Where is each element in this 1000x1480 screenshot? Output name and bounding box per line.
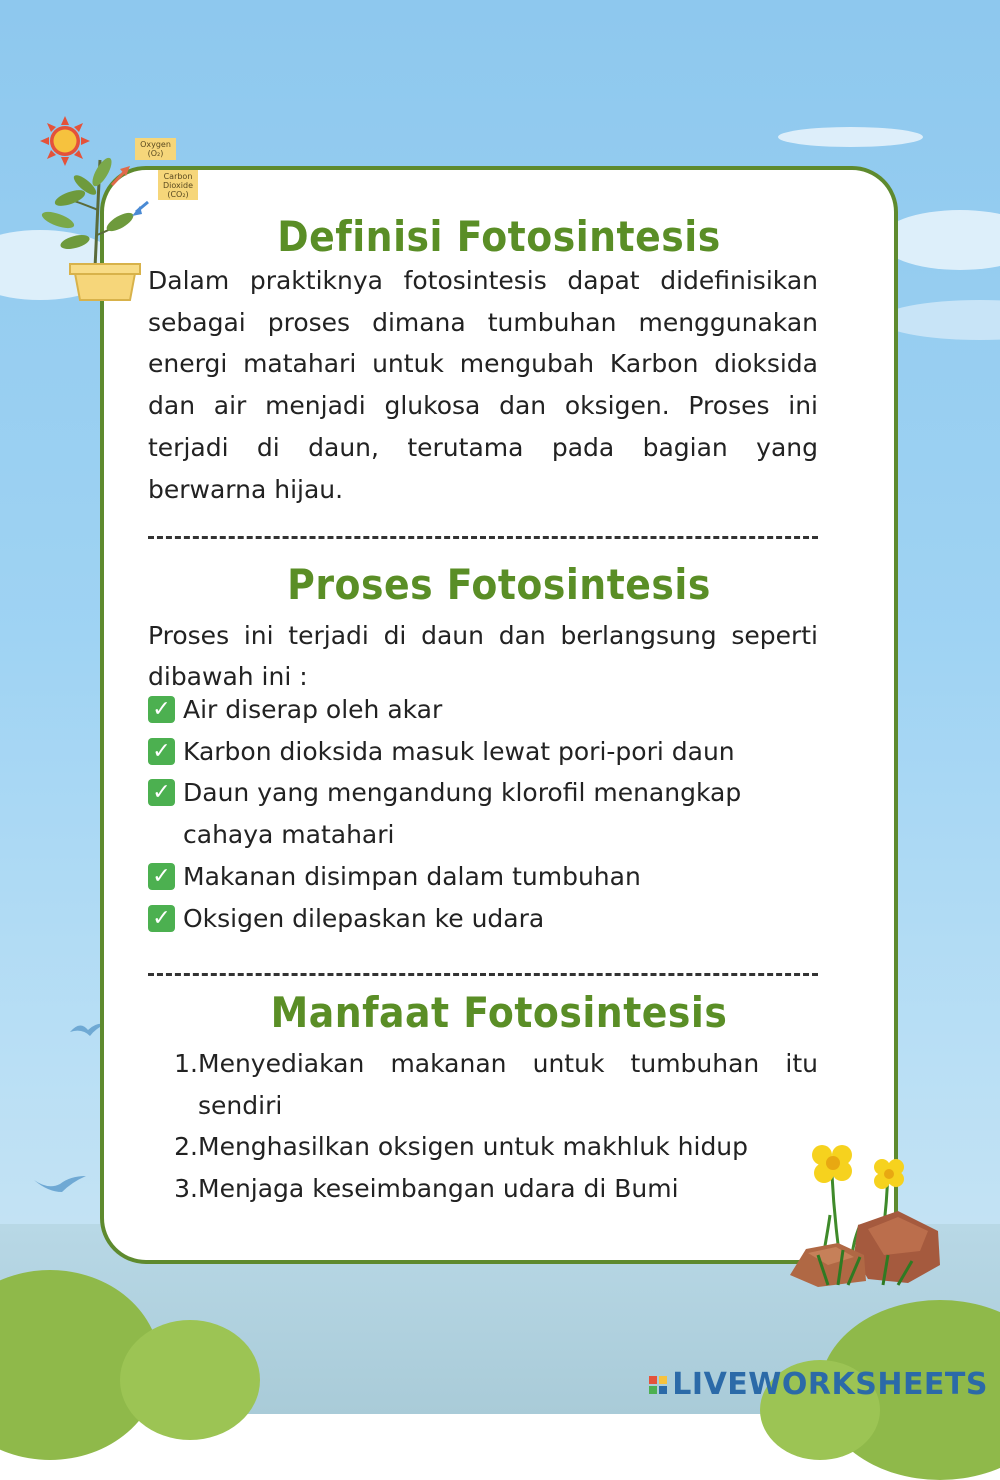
list-item: [148, 772, 818, 855]
list-item-text: Karbon dioksida masuk lewat pori-pori daun: [183, 736, 735, 766]
list-item-text: Makanan disimpan dalam tumbuhan: [183, 861, 641, 891]
brand-name: LIVEWORKSHEETS: [672, 1367, 988, 1402]
section-divider: [148, 973, 818, 976]
section-divider: [148, 536, 818, 539]
check-icon: ✓: [148, 863, 175, 890]
list-item: [148, 689, 818, 731]
definisi-title: Definisi Fotosintesis: [277, 212, 721, 261]
proses-title: Proses Fotosintesis: [287, 560, 711, 609]
check-icon: ✓: [148, 779, 175, 806]
oxygen-label: Oxygen (O₂): [135, 138, 176, 160]
proses-intro: Proses ini terjadi di daun dan berlangsung seperti dibawah ini :: [148, 621, 818, 691]
list-item: [148, 898, 818, 940]
list-item: [148, 1168, 818, 1210]
list-number: 2.: [174, 1132, 198, 1162]
bird-icon: [32, 1172, 88, 1196]
list-number: 1.: [174, 1049, 198, 1078]
list-number: 3.: [174, 1174, 198, 1204]
manfaat-title: Manfaat Fotosintesis: [270, 988, 728, 1037]
list-item-text: Menyediakan makanan untuk tumbuhan itu sendiri: [198, 1049, 818, 1120]
list-item: [148, 1126, 818, 1168]
brand-logo: [649, 1367, 988, 1402]
check-icon: ✓: [148, 696, 175, 723]
list-item: [148, 856, 818, 898]
list-item-text: Menjaga keseimbangan udara di Bumi: [198, 1174, 679, 1204]
bush: [120, 1320, 260, 1440]
definisi-section: [148, 260, 818, 510]
list-item-text: Daun yang mengandung klorofil menangkap cahaya matahari: [183, 778, 742, 850]
list-item: [148, 731, 818, 773]
proses-section: [148, 615, 818, 939]
list-item-text: Menghasilkan oksigen untuk makhluk hidup: [198, 1132, 749, 1162]
check-icon: ✓: [148, 738, 175, 765]
list-item-text: Oksigen dilepaskan ke udara: [183, 903, 545, 933]
cloud: [778, 127, 923, 147]
list-item-text: Air diserap oleh akar: [183, 695, 443, 724]
manfaat-list: [148, 1043, 818, 1210]
check-icon: ✓: [148, 905, 175, 932]
brand-icon: [649, 1376, 667, 1394]
manfaat-section: [148, 1043, 818, 1210]
rock-icon: [788, 1195, 948, 1290]
list-item: [148, 1043, 818, 1126]
definisi-paragraph: Dalam praktiknya fotosintesis dapat didefinisikan sebagai proses dimana tumbuhan menggunakan energi matahari untuk mengubah Karbon dioksida dan air menjadi glukosa dan oksigen. Proses ini terjadi di daun, terutama pada bagian yang berwarna hijau.: [148, 266, 818, 504]
proses-list: [148, 689, 818, 939]
co2-label: Carbon Dioxide (CO₂): [158, 170, 198, 200]
